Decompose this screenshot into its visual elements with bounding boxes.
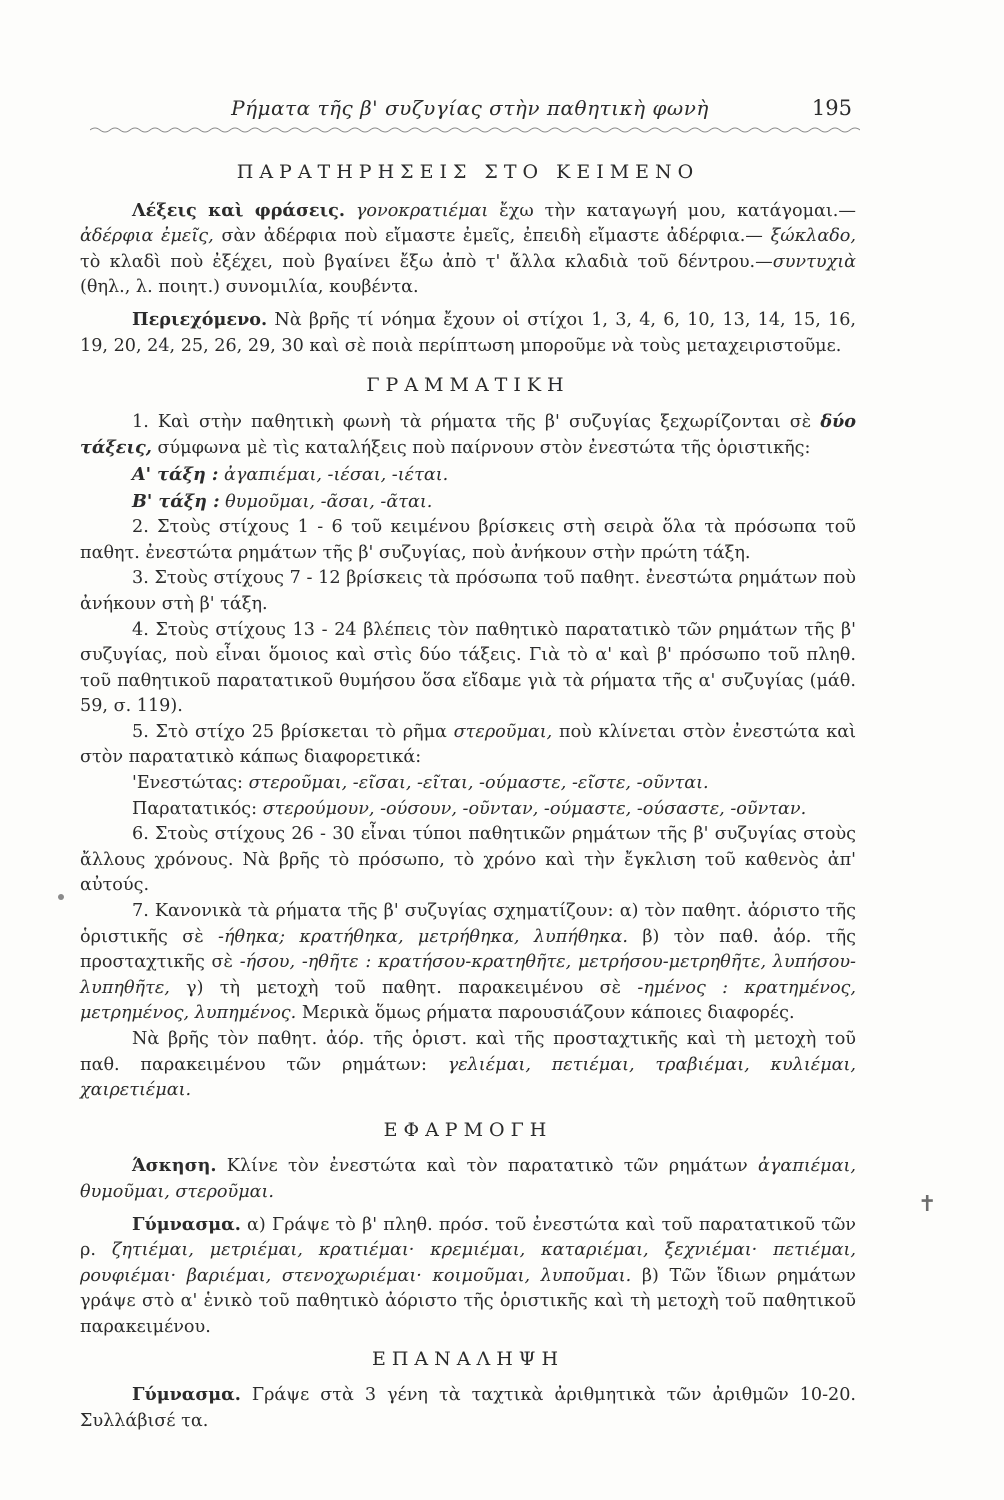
content-paragraph: [80, 307, 856, 359]
words-label: Λέξεις καὶ φράσεις.: [132, 199, 345, 221]
page-header: [90, 96, 860, 132]
grammar-text: Μερικὰ ὅμως ρήματα παρουσιάζουν κάποιες διαφορές.: [296, 1003, 795, 1024]
drill-paragraph: [80, 1212, 856, 1341]
grammar-term: γελιέμαι, πετιέμαι, τραβιέμαι, κυλιέμαι, χαιρετιέμαι.: [80, 1054, 856, 1101]
grammar-term: -ήσου, -ηθῆτε : κρατήσου-κρατηθῆτε, μετρήσου-μετρηθῆτε, λυπήσου-λυπηθῆτε,: [80, 952, 856, 998]
grammar-emphasis: δύο τάξεις,: [80, 410, 856, 459]
grammar-paragraph-8: [80, 1027, 856, 1104]
exercise-paragraph: [80, 1153, 856, 1205]
content-text: Νὰ βρῆς τί νόημα ἔχουν οἱ στίχοι 1, 3, 4, 6, 10, 13, 14, 15, 16, 19, 20, 24, 25, 26, 29, 30 καὶ σὲ ποιὰ περίπτωση μποροῦμε νὰ τοὺς μεταχειριστοῦμε.: [80, 309, 856, 356]
section-title-application: ΕΦΑΡΜΟΓΗ: [383, 1118, 553, 1141]
page-content: [80, 160, 856, 1434]
class-a-forms: ἀγαπιέμαι, -ιέσαι, -ιέται.: [218, 464, 449, 485]
present-forms: στεροῦμαι, -εῖσαι, -εῖται, -ούμαστε, -εῖστε, -οῦνται.: [242, 773, 709, 794]
imperfect-line: [80, 797, 856, 823]
stray-ink-dot: [58, 894, 64, 900]
words-paragraph: [80, 198, 856, 301]
grammar-paragraph-3: 3. Στοὺς στίχους 7 - 12 βρίσκεις τὰ πρόσωπα τοῦ παθητ. ἐνεστώτα ρημάτων ποὺ ἀνήκουν στὴ β' τάξη.: [80, 568, 856, 614]
section-title-repetition: ΕΠΑΝΑΛΗΨΗ: [371, 1347, 565, 1370]
grammar-paragraph-1: [80, 409, 856, 462]
grammar-term: στεροῦμαι,: [453, 721, 553, 742]
section-title-observations: ΠΑΡΑΤΗΡΗΣΕΙΣ ΣΤΟ ΚΕΙΜΕΝΟ: [236, 161, 700, 183]
gloss-text: σὰν ἀδέρφια ποὺ εἴμαστε ἐμεῖς, ἐπειδὴ εἴμαστε ἀδέρφια.—: [213, 226, 771, 247]
grammar-paragraph-4: 4. Στοὺς στίχους 13 - 24 βλέπεις τὸν παθητικὸ παρατατικὸ τῶν ρημάτων τῆς β' συζυγίας, ποὺ εἶναι ὅμοιος καὶ στὶς δύο τάξεις. Γιὰ τὸ α' καὶ β' πρόσωπο τοῦ πληθ. τοῦ παθητικοῦ παρατατικοῦ θυμήσου ὅσα εἴδαμε γιὰ τὰ ρήματα τῆς α' συζυγίας (μάθ. 59, σ. 119).: [80, 619, 856, 717]
grammar-text: ποὺ κλίνεται στὸν ἐνεστώτα καὶ στὸν παρατατικὸ κάπως διαφορετικά:: [80, 721, 856, 768]
gloss-term: ἀδέρφια ἐμεῖς,: [80, 226, 214, 247]
class-a-line: [80, 462, 856, 489]
class-b-line: [80, 489, 856, 516]
imperfect-forms: στερούμουν, -ούσουν, -οῦνταν, -ούμαστε, -ούσαστε, -οῦνταν.: [257, 798, 807, 819]
gloss-text: τὸ κλαδὶ ποὺ ἐξέχει, ποὺ βγαίνει ἔξω ἀπὸ τ' ἄλλα κλαδιὰ τοῦ δέντρου.—: [80, 251, 773, 272]
section-title-grammar: ΓΡΑΜΜΑΤΙΚΗ: [366, 374, 570, 397]
class-b-label: Β' τάξη :: [132, 490, 220, 512]
gloss-term: ξώκλαδο,: [770, 226, 856, 247]
class-b-forms: θυμοῦμαι, -ᾶσαι, -ᾶται.: [219, 491, 433, 512]
exercise-label: Άσκηση.: [132, 1155, 217, 1177]
grammar-text: σύμφωνα μὲ τὶς καταλήξεις ποὺ παίρνουν στὸν ἐνεστώτα τῆς ὁριστικῆς:: [151, 438, 811, 459]
imperfect-label: Παρατατικός:: [132, 798, 258, 819]
repetition-drill-text: Γράψε στὰ 3 γένη τὰ ταχτικὰ ἀριθμητικὰ τῶν ἀριθμῶν 10-20. Συλλάβισέ τα.: [80, 1385, 856, 1431]
grammar-text: 5. Στὸ στίχο 25 βρίσκεται τὸ ρῆμα: [132, 721, 454, 742]
class-a-label: Α' τάξη :: [132, 463, 219, 485]
stray-ink-mark: ✝: [918, 1192, 937, 1217]
page-number: 195: [811, 96, 852, 120]
present-label: 'Ενεστώτας:: [132, 773, 243, 794]
present-line: [80, 771, 856, 797]
grammar-text: 7. Κανονικὰ τὰ ρήματα τῆς β' συζυγίας σχηματίζουν: α) τὸν παθητ. ἀόριστο τῆς ὁριστικῆς σὲ: [80, 901, 856, 947]
grammar-text: 1. Καὶ στὴν παθητικὴ φωνὴ τὰ ρήματα τῆς β' συζυγίας ξεχωρίζονται σὲ: [132, 411, 821, 432]
grammar-term: -ημένος : κρατημένος, μετρημένος, λυπημένος.: [80, 977, 856, 1024]
exercise-text: Κλίνε τὸν ἐνεστώτα καὶ τὸν παρατατικὸ τῶν ρημάτων: [216, 1156, 758, 1177]
grammar-paragraph-7: [80, 899, 856, 1027]
grammar-text: β) τὸν παθ. ἀόρ. τῆς προσταχτικῆς σὲ: [80, 926, 856, 973]
grammar-paragraph-2: 2. Στοὺς στίχους 1 - 6 τοῦ κειμένου βρίσκεις στὴ σειρὰ ὅλα τὰ πρόσωπα τοῦ παθητ. ἐνεστώτα ρημάτων τῆς β' συζυγίας, ποὺ ἀνήκουν στὴν πρώτη τάξη.: [80, 517, 856, 563]
grammar-term: -ήθηκα; κρατήθηκα, μετρήθηκα, λυπήθηκα.: [218, 926, 628, 947]
gloss-term: γονοκρατιέμαι: [355, 200, 489, 221]
grammar-text: γ) τὴ μετοχὴ τοῦ παθητ. παρακειμένου σὲ: [169, 977, 638, 998]
running-title: Ρήματα τῆς β' συζυγίας στὴν παθητικὴ φωνὴ: [231, 96, 709, 120]
gloss-term: συντυχιὰ: [772, 251, 856, 272]
drill-verbs: ζητιέμαι, μετριέμαι, κρατιέμαι· κρεμιέμαι, καταριέμαι, ξεχνιέμαι· πετιέμαι, ρουφιέμαι· βαριέμαι, στενοχωριέμαι· κοιμοῦμαι, λυποῦμαι.: [80, 1240, 857, 1286]
gloss-text: ἔχω τὴν καταγωγή μου, κατάγομαι.—: [488, 200, 856, 221]
grammar-paragraph-5: [80, 720, 856, 771]
repetition-drill-label: Γύμνασμα.: [132, 1384, 241, 1406]
exercise-verbs: ἀγαπιέμαι, θυμοῦμαι, στεροῦμαι.: [80, 1156, 856, 1202]
repetition-paragraph: [80, 1382, 856, 1434]
grammar-paragraph-6: 6. Στοὺς στίχους 26 - 30 εἶναι τύποι παθητικῶν ρημάτων τῆς β' συζυγίας στοὺς ἄλλους χρόνους. Νὰ βρῆς τὸ πρόσωπο, τὸ χρόνο καὶ τὴν ἔγκλιση τοῦ καθενὸς ἀπ' αὐτούς.: [80, 824, 856, 896]
grammar-text: Νὰ βρῆς τὸν παθητ. ἀόρ. τῆς ὁριστ. καὶ τῆς προσταχτικῆς καὶ τὴ μετοχὴ τοῦ παθ. παρακειμένου τῶν ρημάτων:: [80, 1029, 856, 1075]
drill-text: β) Τῶν ἴδιων ρημάτων γράψε στὸ α' ἑνικὸ τοῦ παθητικὸ ἀόριστο τῆς ὁριστικῆς καὶ τὴ μετοχὴ τοῦ παθητικοῦ παρακειμένου.: [80, 1265, 856, 1337]
drill-text: α) Γράψε τὸ β' πληθ. πρόσ. τοῦ ἐνεστώτα καὶ τοῦ παρατατικοῦ τῶν ρ.: [80, 1214, 856, 1261]
gloss-text: (θηλ., λ. ποιητ.) συνομιλία, κουβέντα.: [80, 277, 419, 298]
drill-label: Γύμνασμα.: [132, 1213, 241, 1235]
content-label: Περιεχόμενο.: [132, 308, 268, 330]
wavy-divider: [90, 126, 860, 134]
